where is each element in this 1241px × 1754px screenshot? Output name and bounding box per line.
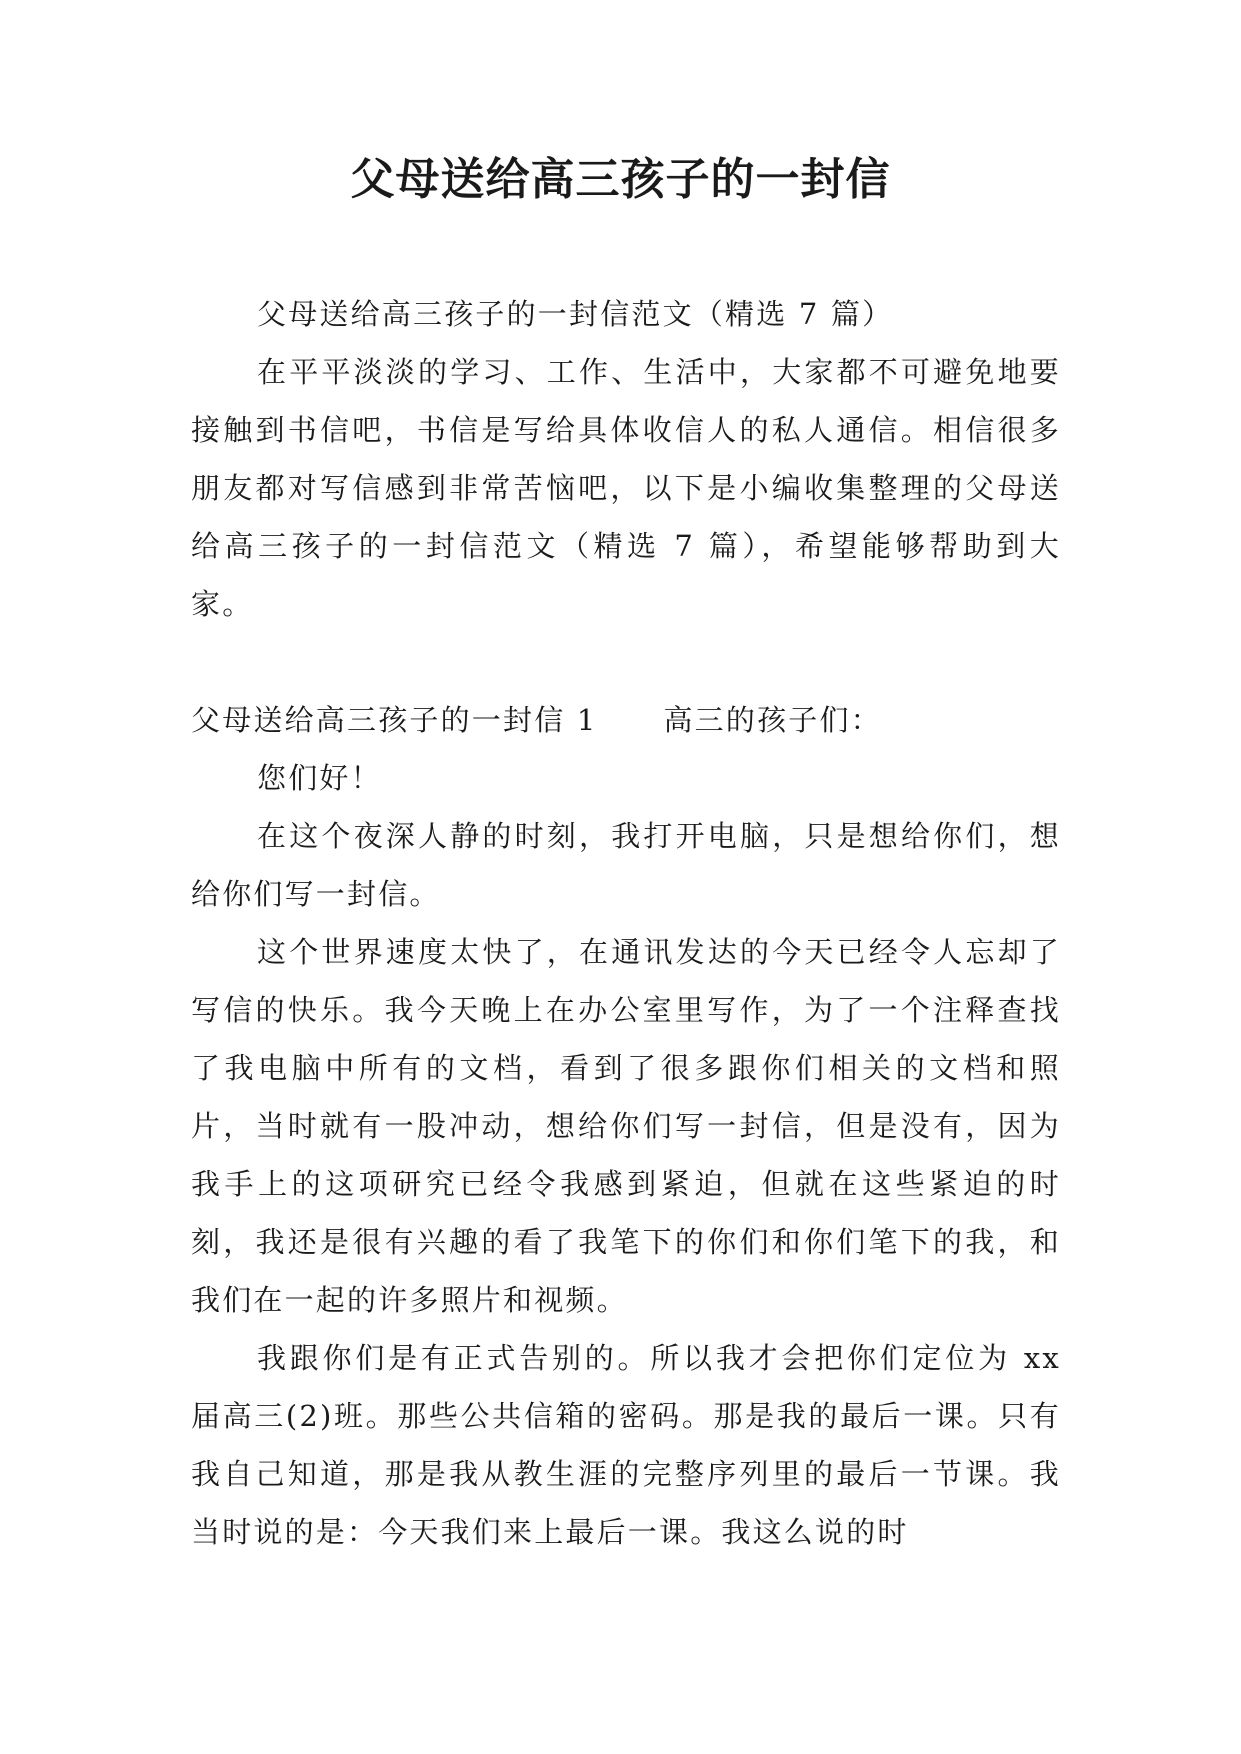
intro-paragraph: 在平平淡淡的学习、工作、生活中，大家都不可避免地要接触到书信吧，书信是写给具体收信人的私人通信。相信很多朋友都对写信感到非常苦恼吧，以下是小编收集整理的父母送给高三孩子的一封信范文（精选 7 篇），希望能够帮助到大家。 — [191, 355, 1061, 621]
section-title: 父母送给高三孩子的一封信 1 — [191, 703, 598, 737]
section-spacer — [191, 633, 1061, 691]
document-body — [191, 285, 1061, 1561]
section-header-line — [191, 691, 1061, 749]
letter-salutation: 高三的孩子们： — [663, 703, 882, 737]
intro-subtitle: 父母送给高三孩子的一封信范文（精选 7 篇） — [257, 297, 894, 331]
document-title: 父母送给高三孩子的一封信 — [350, 154, 891, 205]
letter-paragraph: 在这个夜深人静的时刻，我打开电脑，只是想给你们，想给你们写一封信。 — [191, 819, 1061, 911]
letter-paragraph: 这个世界速度太快了，在通讯发达的今天已经令人忘却了写信的快乐。我今天晚上在办公室里写作，为了一个注释查找了我电脑中所有的文档，看到了很多跟你们相关的文档和照片，当时就有一股冲动，想给你们写一封信，但是没有，因为我手上的这项研究已经令我感到紧迫，但就在这些紧迫的时刻，我还是很有兴趣的看了我笔下的你们和你们笔下的我，和我们在一起的许多照片和视频。 — [191, 935, 1061, 1317]
letter-paragraph: 我跟你们是有正式告别的。所以我才会把你们定位为 xx 届高三(2)班。那些公共信箱的密码。那是我的最后一课。只有我自己知道，那是我从教生涯的完整序列里的最后一节课。我当时说的是：今天我们来上最后一课。我这么说的时 — [191, 1341, 1061, 1549]
letter-greeting: 您们好！ — [257, 761, 382, 795]
